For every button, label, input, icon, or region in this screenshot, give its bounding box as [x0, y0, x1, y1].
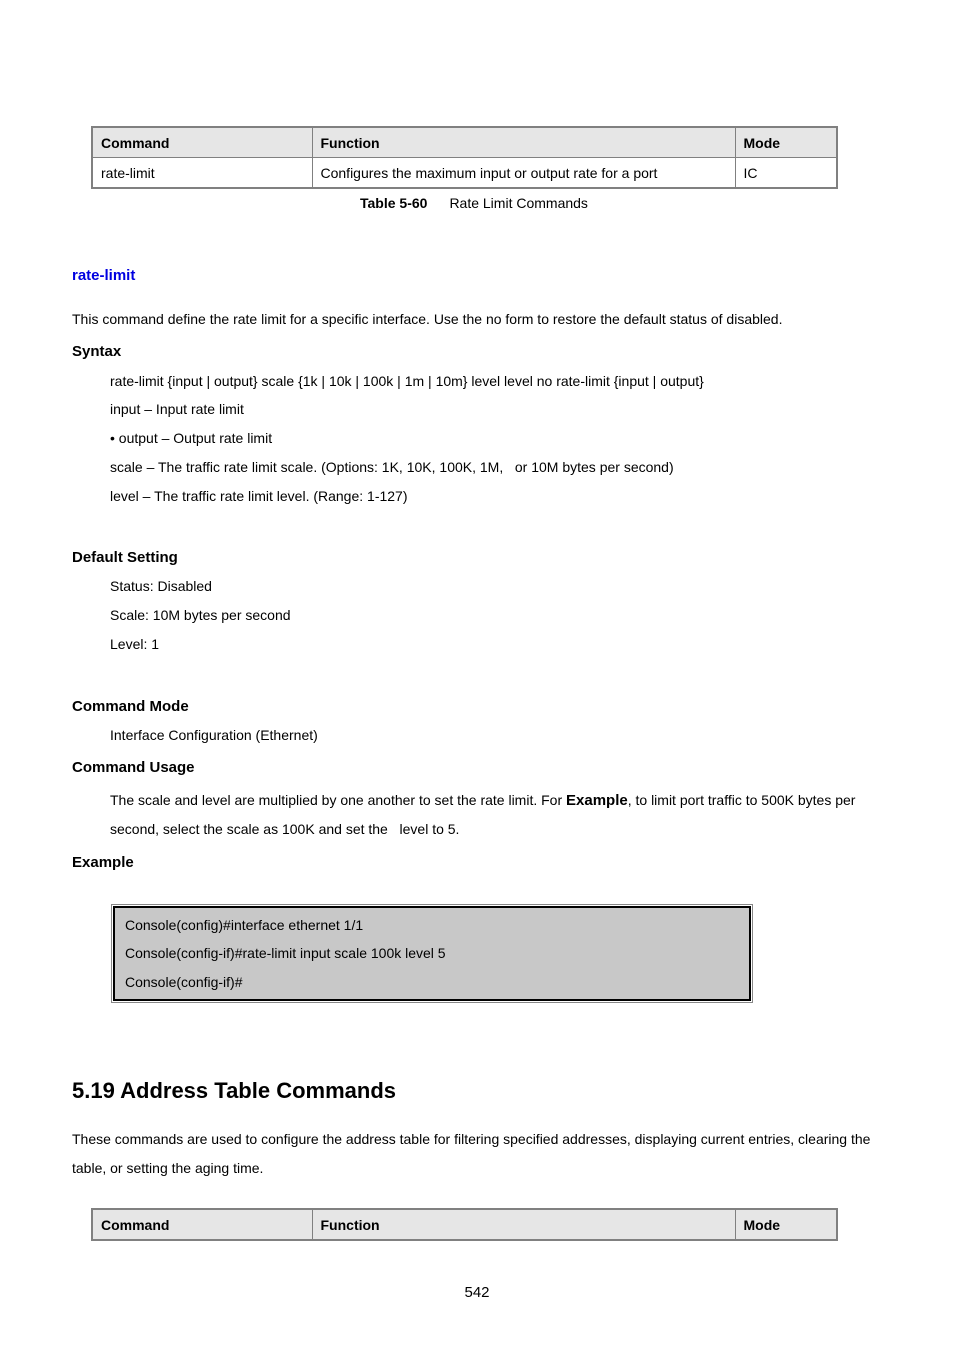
section-intro: These commands are used to configure the address table for filtering specified addresses, displaying current entries, clearing the table, or setting the aging time. [72, 1131, 871, 1176]
rate-limit-commands-table [91, 126, 838, 189]
header-mode: Mode [735, 127, 837, 158]
console-line: Console(config)#interface ethernet 1/1 [125, 917, 364, 933]
header-function: Function [312, 127, 735, 158]
syntax-line: rate-limit {input | output} scale {1k | 10k | 100k | 1m | 10m} level level no rate-limit {input | output} [110, 373, 704, 389]
command-mode-heading: Command Mode [72, 698, 189, 715]
default-setting-line: Scale: 10M bytes per second [110, 607, 291, 623]
default-setting-heading: Default Setting [72, 549, 178, 566]
syntax-heading: Syntax [72, 343, 122, 360]
header-function: Function [312, 1209, 735, 1240]
console-example-box [113, 906, 751, 1001]
table-caption-text: Rate Limit Commands [449, 195, 588, 211]
header-mode: Mode [735, 1209, 837, 1240]
default-setting-line: Level: 1 [110, 636, 160, 652]
command-usage-heading: Command Usage [72, 759, 195, 776]
console-line: Console(config-if)#rate-limit input scale 100k level 5 [125, 945, 446, 961]
section-title: 5.19 Address Table Commands [72, 1078, 396, 1103]
table-caption-label: Table 5-60 [360, 195, 428, 211]
table-header-row [92, 1209, 837, 1240]
cell-command: rate-limit [92, 158, 312, 189]
syntax-line: • output – Output rate limit [110, 430, 273, 446]
syntax-line: scale – The traffic rate limit scale. (Options: 1K, 10K, 100K, 1M, or 10M bytes per second) [110, 459, 674, 475]
table-row [92, 158, 837, 189]
address-table-commands-table [91, 1208, 838, 1241]
command-name-heading: rate-limit [72, 267, 136, 284]
console-line: Console(config-if)# [125, 974, 243, 990]
cell-function: Configures the maximum input or output rate for a port [312, 158, 735, 189]
table-caption [360, 195, 588, 211]
usage-text-after: , to limit port traffic to 500K bytes per second, select the scale as 100K and set the level to 5. [110, 792, 860, 837]
usage-text-before: The scale and level are multiplied by one another to set the rate limit. For [110, 792, 567, 808]
example-heading: Example [72, 854, 134, 871]
page-number: 542 [464, 1284, 490, 1301]
syntax-line: input – Input rate limit [110, 401, 244, 417]
syntax-line: level – The traffic rate limit level. (Range: 1-127) [110, 488, 408, 504]
command-mode-line: Interface Configuration (Ethernet) [110, 727, 318, 743]
table-header-row [92, 127, 837, 158]
header-command: Command [92, 127, 312, 158]
header-command: Command [92, 1209, 312, 1240]
usage-bold-word: Example [566, 792, 628, 809]
default-setting-line: Status: Disabled [110, 578, 212, 594]
command-description: This command define the rate limit for a specific interface. Use the no form to restore the default status of disabled. [72, 311, 783, 327]
cell-mode: IC [735, 158, 837, 189]
command-usage-text [110, 786, 900, 843]
